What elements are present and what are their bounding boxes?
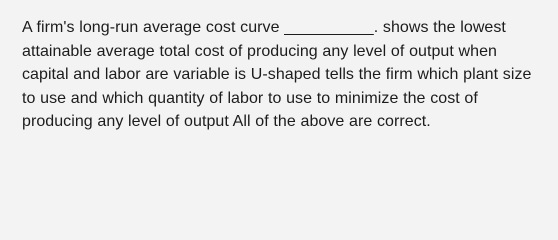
question-text: A firm's long-run average cost curve __________. shows the lowest attainable average total cost of producing any level of output when capital and labor are variable is U-shaped tells the firm which plant size to use and which quantity of labor to use to minimize the cost of producing any level of output All of the above are correct. [22,19,532,130]
